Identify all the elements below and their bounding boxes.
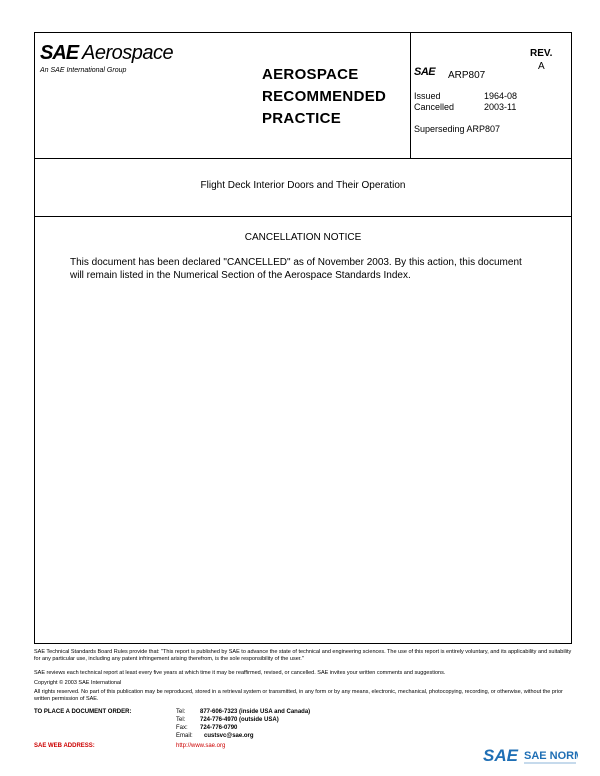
web-address-link[interactable]: http://www.sae.org bbox=[176, 743, 226, 749]
revision-value: A bbox=[538, 61, 545, 72]
contact-label-2: Tel: bbox=[176, 717, 186, 723]
sae-norm-watermark bbox=[482, 742, 578, 768]
sae-logo-tagline: An SAE International Group bbox=[40, 67, 127, 74]
contact-label-1: Tel: bbox=[176, 709, 186, 715]
header-divider bbox=[34, 158, 572, 159]
revision-label: REV. bbox=[530, 48, 553, 59]
contact-label-3: Fax: bbox=[176, 725, 188, 731]
footer-rules: SAE Technical Standards Board Rules provide that: "This report is published by SAE to advance the state of technical and engineering sciences. The use of this report is entirely voluntary, and its applicability and suitability for any particular use, including any patent infringement arising therefrom, is the sole responsibility of the user." bbox=[34, 649, 572, 662]
contact-value-4: custsvc@sae.org bbox=[204, 733, 254, 739]
sae-logo-aerospace: Aerospace bbox=[82, 42, 174, 64]
web-address-label: SAE WEB ADDRESS: bbox=[34, 743, 95, 749]
doc-type-line-3: PRACTICE bbox=[262, 110, 342, 127]
footer-copyright: Copyright © 2003 SAE International bbox=[34, 680, 122, 686]
watermark-text: SAE NORM bbox=[524, 750, 578, 762]
cancelled-label: Cancelled bbox=[414, 102, 455, 112]
contact-value-3: 724-776-0790 bbox=[200, 725, 238, 731]
sae-logo-mark: SAE bbox=[40, 42, 79, 64]
sae-small-logo: SAE bbox=[414, 66, 436, 78]
header-vertical-divider bbox=[410, 32, 411, 158]
cancelled-value: 2003-11 bbox=[484, 102, 517, 112]
contact-value-1: 877-606-7323 (inside USA and Canada) bbox=[200, 709, 311, 715]
document-number: ARP807 bbox=[448, 70, 486, 81]
issued-label: Issued bbox=[414, 91, 441, 101]
issued-value: 1964-08 bbox=[484, 91, 518, 101]
title-divider bbox=[34, 216, 572, 217]
sae-norm-logo-icon bbox=[482, 742, 578, 768]
watermark-mark: SAE bbox=[483, 746, 518, 765]
footer-rights: All rights reserved. No part of this publication may be reproduced, stored in a retrieval system or transmitted, in any form or by any means, electronic, mechanical, photocopying, recording, or otherwise, without the prior written permission of SAE. bbox=[34, 689, 563, 702]
document-title: Flight Deck Interior Doors and Their Operation bbox=[200, 180, 406, 191]
footer-review: SAE reviews each technical report at least every five years at which time it may be reaffirmed, revised, or cancelled. SAE invites your written comments and suggestions. bbox=[34, 670, 446, 676]
order-label: TO PLACE A DOCUMENT ORDER: bbox=[34, 709, 132, 715]
superseding-note: Superseding ARP807 bbox=[414, 124, 501, 134]
doc-type-line-1: AEROSPACE bbox=[262, 66, 359, 83]
document-type bbox=[262, 64, 386, 130]
contact-value-2: 724-776-4970 (outside USA) bbox=[200, 717, 279, 723]
cancellation-heading: CANCELLATION NOTICE bbox=[244, 232, 362, 243]
doc-type-line-2: RECOMMENDED bbox=[262, 88, 387, 105]
contact-label-4: Email: bbox=[176, 733, 193, 739]
cancellation-body: This document has been declared "CANCELLED" as of November 2003. By this action, this document will remain listed in the Numerical Section of the Aerospace Standards Index. bbox=[70, 257, 522, 281]
